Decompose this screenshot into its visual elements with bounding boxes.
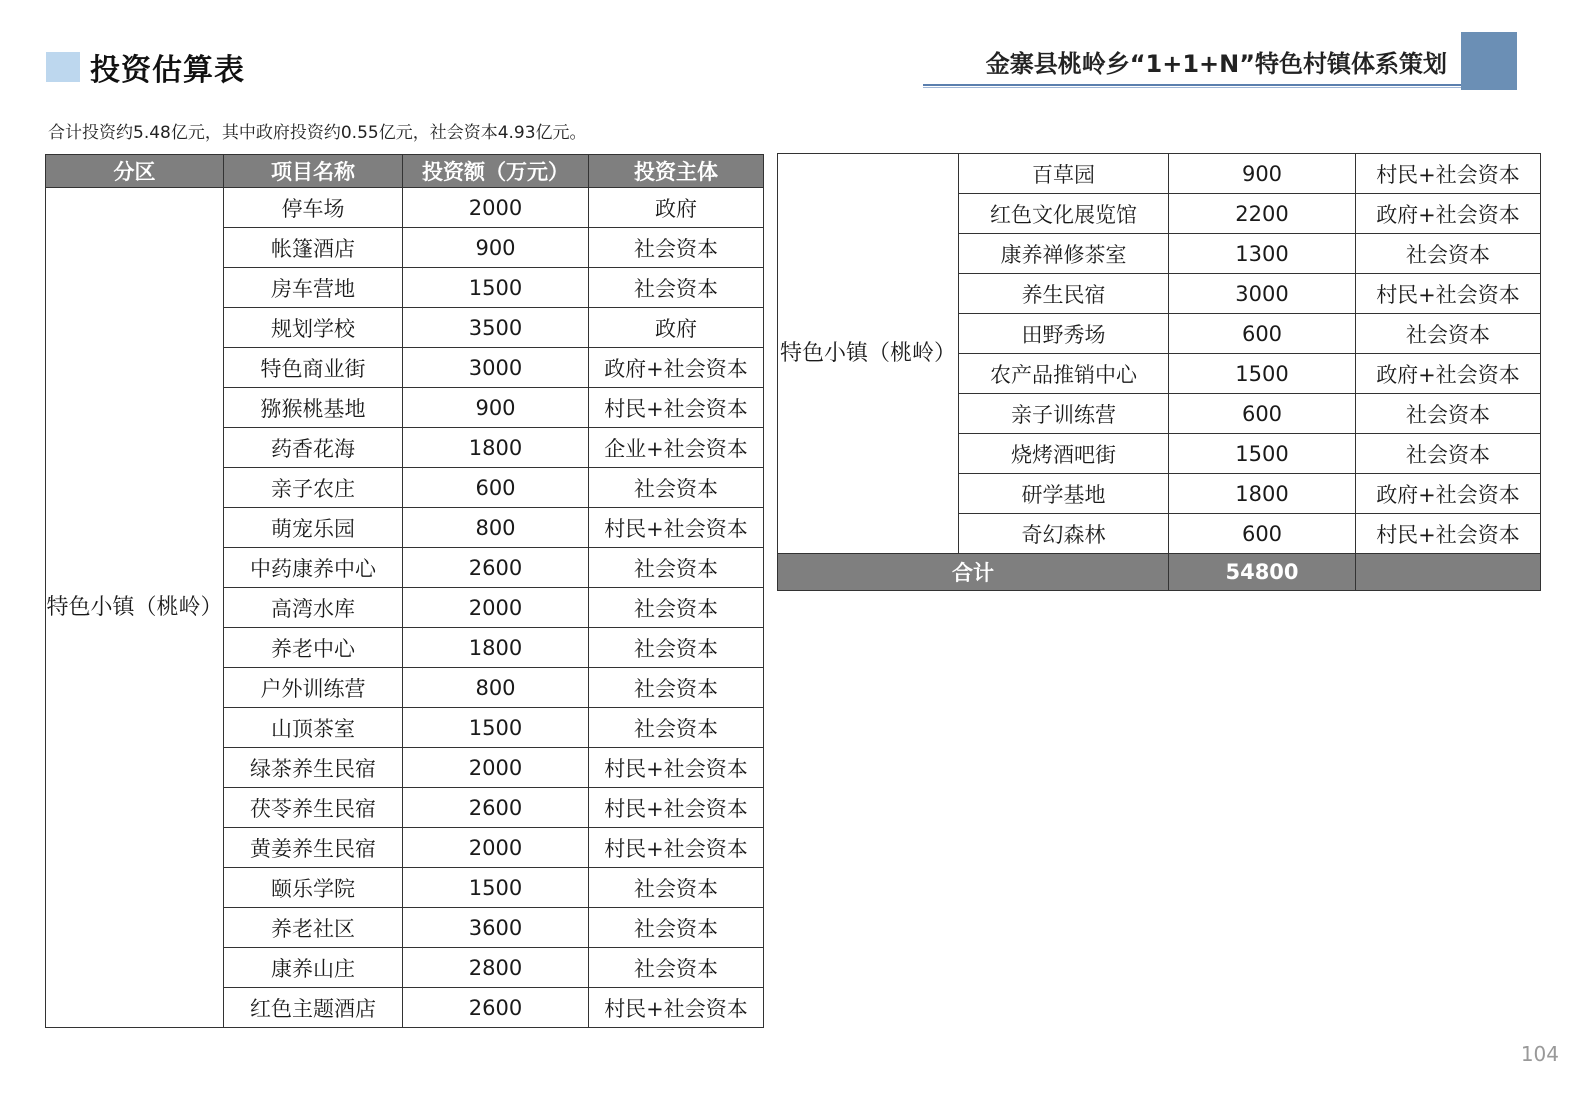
project-name-cell: 康养山庄 (224, 948, 403, 988)
investor-cell: 村民+社会资本 (589, 788, 764, 828)
amount-cell: 3000 (403, 348, 589, 388)
zone-cell: 特色小镇（桃岭） (778, 154, 959, 554)
project-name-cell: 绿茶养生民宿 (224, 748, 403, 788)
investor-cell: 政府 (589, 188, 764, 228)
amount-cell: 1500 (403, 708, 589, 748)
amount-cell: 3000 (1169, 274, 1356, 314)
project-name-cell: 百草园 (959, 154, 1169, 194)
amount-cell: 800 (403, 668, 589, 708)
total-row (778, 554, 1541, 591)
investor-cell: 村民+社会资本 (589, 988, 764, 1028)
amount-cell: 2600 (403, 788, 589, 828)
project-name-cell: 颐乐学院 (224, 868, 403, 908)
page-number: 104 (1520, 1042, 1559, 1066)
investor-cell: 社会资本 (589, 548, 764, 588)
project-name-cell: 户外训练营 (224, 668, 403, 708)
investor-cell: 社会资本 (1356, 394, 1541, 434)
project-name-cell: 养老社区 (224, 908, 403, 948)
amount-cell: 1800 (403, 428, 589, 468)
investor-cell: 村民+社会资本 (1356, 154, 1541, 194)
amount-cell: 1500 (1169, 434, 1356, 474)
project-name-cell: 康养禅修茶室 (959, 234, 1169, 274)
zone-cell: 特色小镇（桃岭） (46, 188, 224, 1028)
investor-cell: 社会资本 (589, 628, 764, 668)
project-underline-thin (923, 87, 1461, 88)
investor-cell: 村民+社会资本 (589, 388, 764, 428)
project-name-cell: 药香花海 (224, 428, 403, 468)
investor-cell: 社会资本 (589, 588, 764, 628)
amount-cell: 1500 (403, 868, 589, 908)
column-header-project-name: 项目名称 (224, 155, 403, 188)
amount-cell: 1800 (403, 628, 589, 668)
title-square-icon (46, 52, 80, 82)
project-header (877, 32, 1517, 90)
project-name-cell: 红色主题酒店 (224, 988, 403, 1028)
amount-cell: 2600 (403, 548, 589, 588)
project-name-cell: 亲子训练营 (959, 394, 1169, 434)
amount-cell: 2000 (403, 188, 589, 228)
project-name-cell: 帐篷酒店 (224, 228, 403, 268)
project-name-cell: 特色商业街 (224, 348, 403, 388)
investor-cell: 社会资本 (589, 268, 764, 308)
project-name-cell: 萌宠乐园 (224, 508, 403, 548)
project-name-cell: 研学基地 (959, 474, 1169, 514)
investor-cell: 村民+社会资本 (589, 828, 764, 868)
amount-cell: 2800 (403, 948, 589, 988)
project-name-cell: 猕猴桃基地 (224, 388, 403, 428)
table-row (778, 154, 1541, 194)
amount-cell: 900 (403, 228, 589, 268)
project-name-cell: 养老中心 (224, 628, 403, 668)
table-row (46, 188, 764, 228)
investor-cell: 社会资本 (589, 908, 764, 948)
investor-cell: 社会资本 (589, 708, 764, 748)
investor-cell: 社会资本 (589, 228, 764, 268)
project-name-cell: 中药康养中心 (224, 548, 403, 588)
investor-cell: 社会资本 (589, 468, 764, 508)
investor-cell: 社会资本 (1356, 234, 1541, 274)
amount-cell: 600 (1169, 314, 1356, 354)
page-title-block (46, 50, 245, 88)
investor-cell: 村民+社会资本 (1356, 274, 1541, 314)
project-name-cell: 烧烤酒吧街 (959, 434, 1169, 474)
total-label: 合计 (778, 554, 1169, 591)
project-name-cell: 养生民宿 (959, 274, 1169, 314)
total-investor-empty (1356, 554, 1541, 591)
amount-cell: 900 (1169, 154, 1356, 194)
project-name-cell: 红色文化展览馆 (959, 194, 1169, 234)
table-header-row (46, 155, 764, 188)
amount-cell: 900 (403, 388, 589, 428)
amount-cell: 2000 (403, 588, 589, 628)
column-header-amount: 投资额（万元） (403, 155, 589, 188)
amount-cell: 2200 (1169, 194, 1356, 234)
project-name-cell: 房车营地 (224, 268, 403, 308)
amount-cell: 2600 (403, 988, 589, 1028)
amount-cell: 1500 (1169, 354, 1356, 394)
column-header-investor: 投资主体 (589, 155, 764, 188)
accent-box (1461, 32, 1517, 90)
investor-cell: 社会资本 (589, 668, 764, 708)
project-underline (923, 84, 1461, 86)
page-title: 投资估算表 (90, 53, 245, 88)
amount-cell: 1800 (1169, 474, 1356, 514)
project-title: 金寨县桃岭乡“1+1+N”特色村镇体系策划 (985, 50, 1447, 78)
investor-cell: 社会资本 (1356, 314, 1541, 354)
project-name-cell: 茯苓养生民宿 (224, 788, 403, 828)
investment-table-right (777, 153, 1541, 591)
project-name-cell: 田野秀场 (959, 314, 1169, 354)
amount-cell: 3500 (403, 308, 589, 348)
project-name-cell: 黄姜养生民宿 (224, 828, 403, 868)
investor-cell: 村民+社会资本 (1356, 514, 1541, 554)
amount-cell: 600 (1169, 394, 1356, 434)
project-name-cell: 停车场 (224, 188, 403, 228)
total-amount: 54800 (1169, 554, 1356, 591)
project-name-cell: 规划学校 (224, 308, 403, 348)
amount-cell: 800 (403, 508, 589, 548)
amount-cell: 1300 (1169, 234, 1356, 274)
amount-cell: 600 (403, 468, 589, 508)
investor-cell: 政府+社会资本 (589, 348, 764, 388)
investor-cell: 政府+社会资本 (1356, 474, 1541, 514)
investor-cell: 政府+社会资本 (1356, 194, 1541, 234)
investor-cell: 社会资本 (589, 948, 764, 988)
project-name-cell: 山顶茶室 (224, 708, 403, 748)
column-header-zone: 分区 (46, 155, 224, 188)
project-name-cell: 高湾水库 (224, 588, 403, 628)
amount-cell: 600 (1169, 514, 1356, 554)
investor-cell: 企业+社会资本 (589, 428, 764, 468)
amount-cell: 3600 (403, 908, 589, 948)
project-name-cell: 奇幻森林 (959, 514, 1169, 554)
amount-cell: 2000 (403, 828, 589, 868)
investor-cell: 社会资本 (1356, 434, 1541, 474)
investor-cell: 村民+社会资本 (589, 748, 764, 788)
investment-table-left (45, 154, 764, 1028)
investor-cell: 政府+社会资本 (1356, 354, 1541, 394)
investment-summary: 合计投资约5.48亿元，其中政府投资约0.55亿元，社会资本4.93亿元。 (48, 123, 587, 143)
amount-cell: 1500 (403, 268, 589, 308)
investor-cell: 社会资本 (589, 868, 764, 908)
project-name-cell: 亲子农庄 (224, 468, 403, 508)
amount-cell: 2000 (403, 748, 589, 788)
project-name-cell: 农产品推销中心 (959, 354, 1169, 394)
investor-cell: 政府 (589, 308, 764, 348)
investor-cell: 村民+社会资本 (589, 508, 764, 548)
